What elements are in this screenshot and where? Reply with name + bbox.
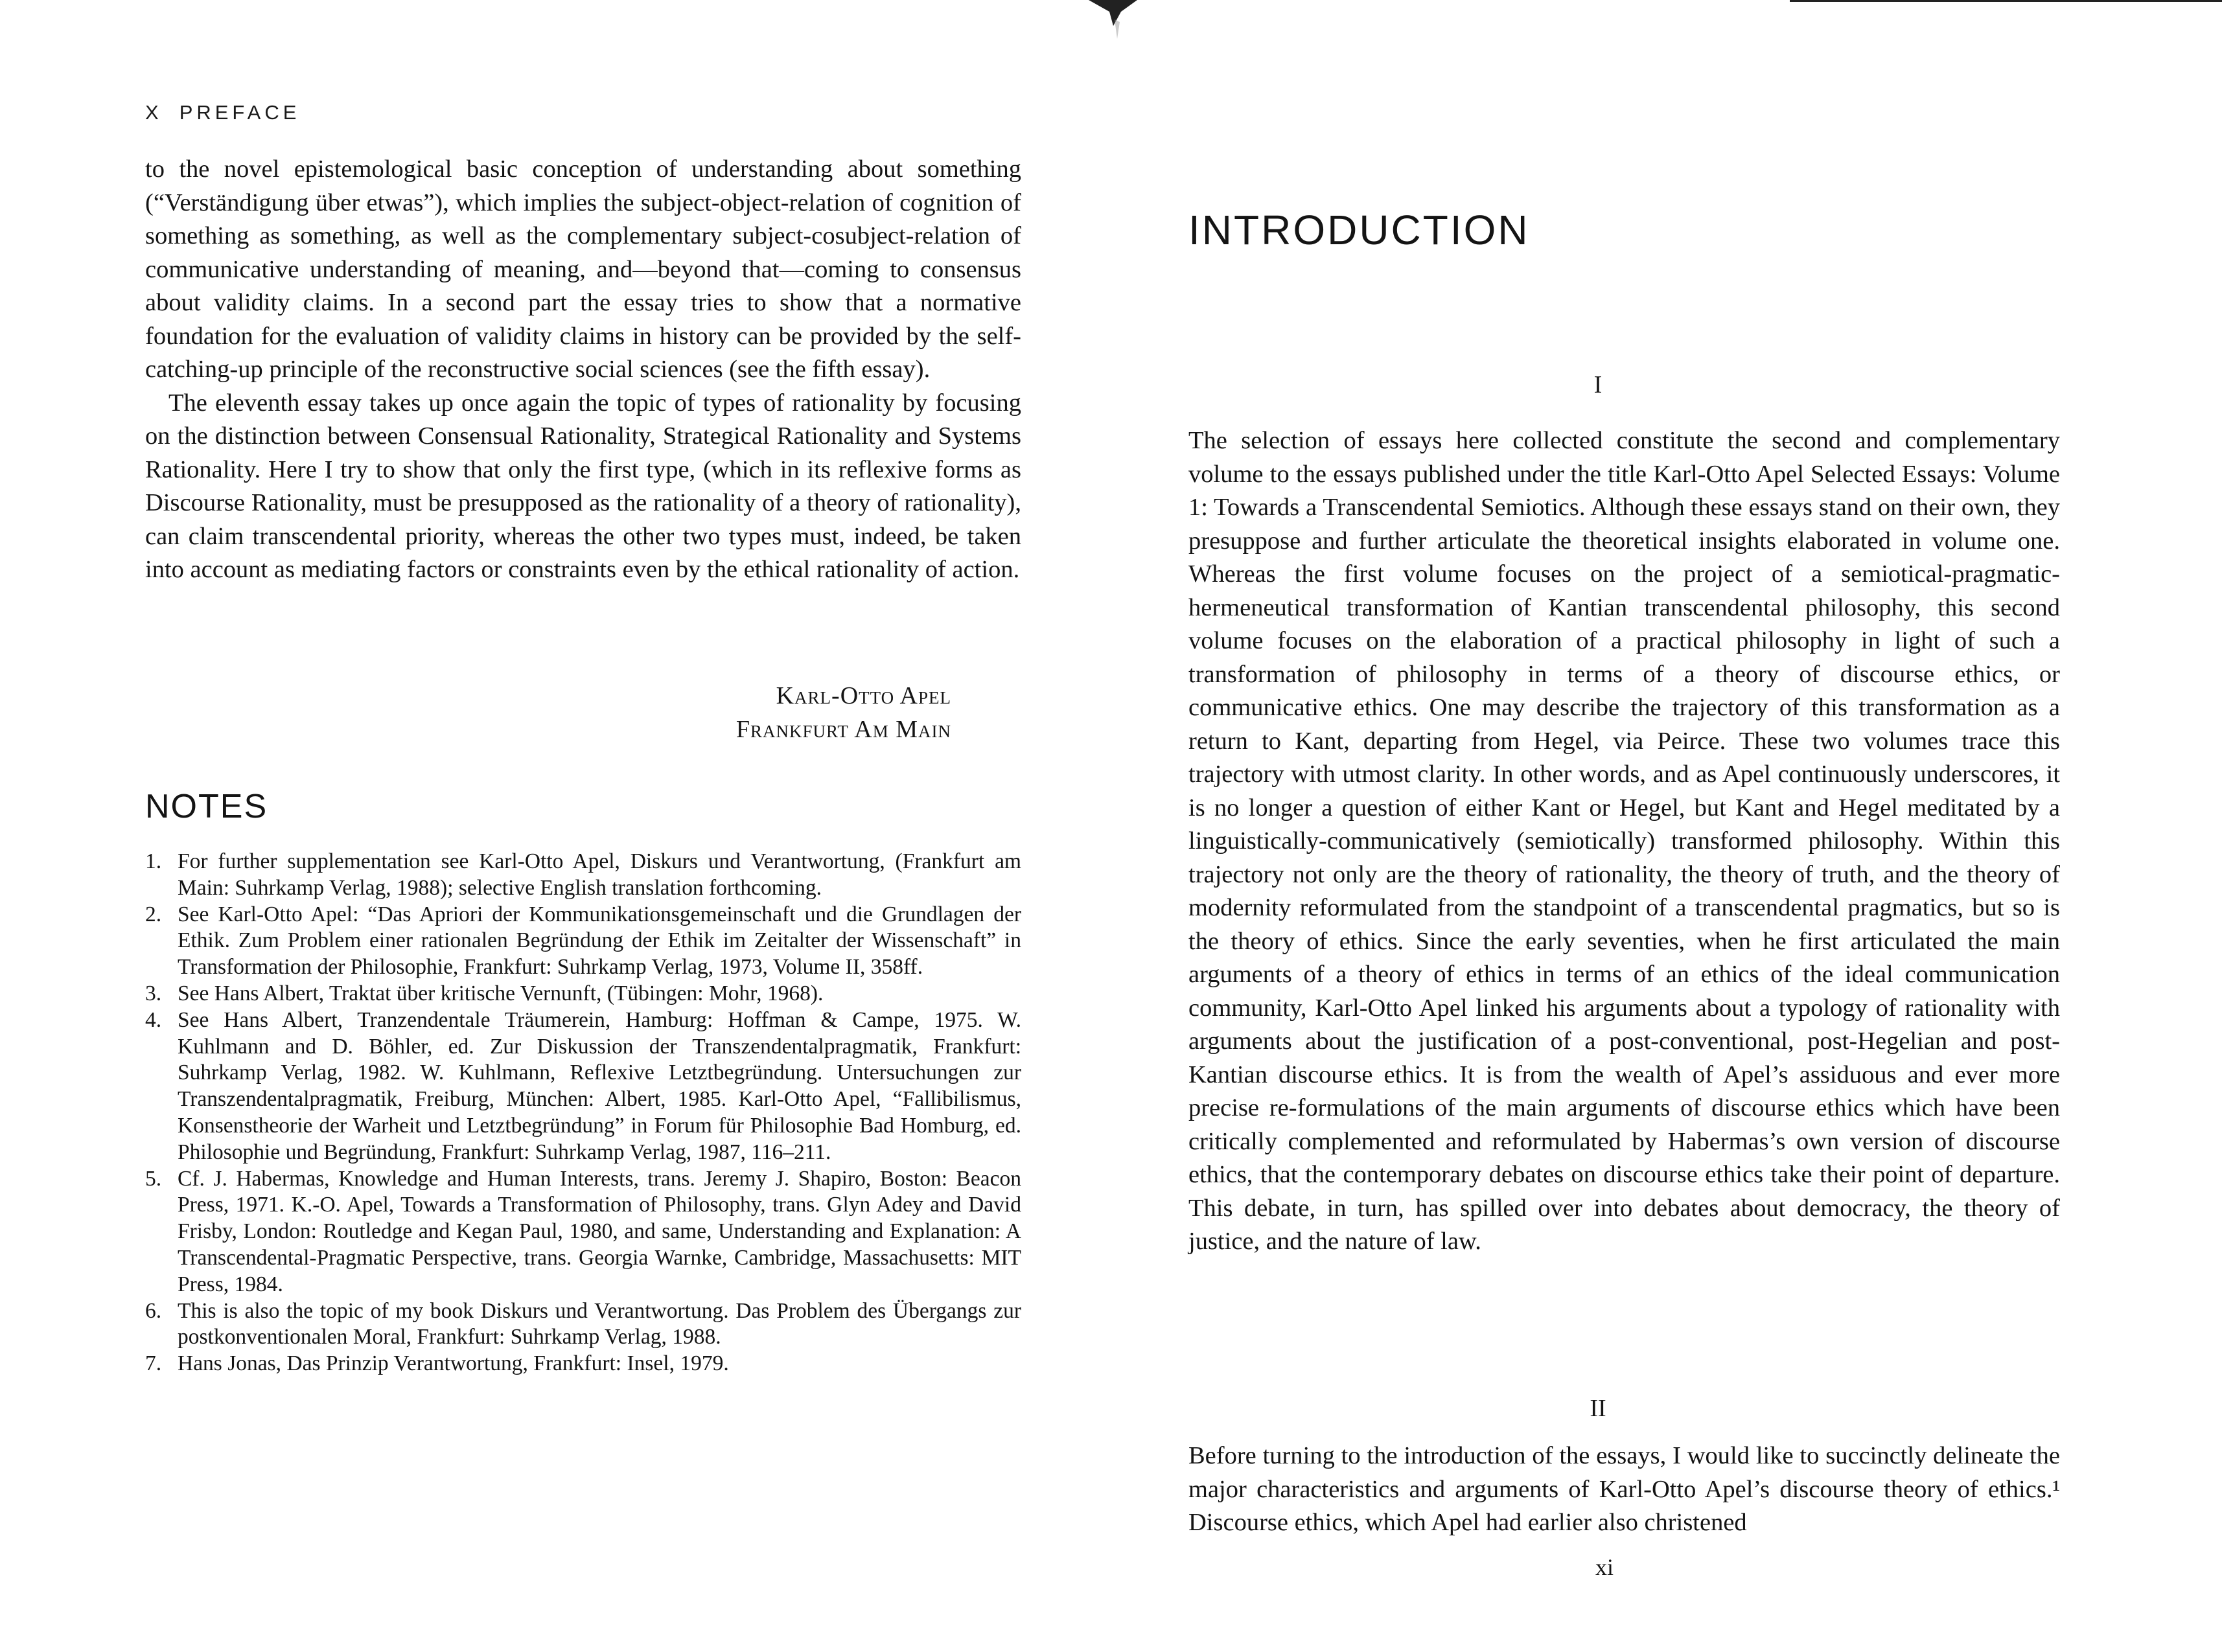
note-number: 6. bbox=[145, 1298, 162, 1323]
notes-list bbox=[145, 849, 1021, 1377]
page-number: xi bbox=[1595, 1554, 1614, 1580]
note-item bbox=[145, 1007, 1021, 1166]
intro-section-2 bbox=[1188, 1440, 2060, 1540]
note-item bbox=[145, 1298, 1021, 1351]
note-number: 4. bbox=[145, 1007, 162, 1032]
note-number: 1. bbox=[145, 849, 162, 873]
signature-name: Karl-Otto Apel bbox=[776, 682, 951, 709]
note-item bbox=[145, 981, 1021, 1007]
intro-paragraph: The selection of essays here collected constitute the second and complementary volume to the essays published under the title Karl-Otto Apel Selected Essays: Volume 1: Towards a Transcendental Semiotics. Although these essays stand on their own, they presuppose and further articulate the theoretical insights elaborated in volume one. Whereas the first volume focuses on the project of a semiotical-pragmatic-hermeneutical transformation of Kantian transcendental philosophy, this second volume focuses on the elaboration of a practical philosophy in light of such a transformation of philosophy in terms of a theory of discourse ethics, or communicative ethics. One may describe the trajectory of this transformation as a return to Kant, departing from Hegel, via Peirce. These two volumes trace this trajectory with utmost clarity. In other words, and as Apel continuously underscores, it is no longer a question of either Kant or Hegel, but Kant and Hegel meditated by a linguistically-communicatively (semiotically) transformed philosophy. Within this trajectory not only are the theory of rationality, the theory of truth, and the theory of modernity reformulated from the standpoint of a transcendental pragmatics, but so is the theory of ethics. Since the early seventies, when he first articulated the main arguments of a theory of ethics in terms of an ethics of the ideal communication community, Karl-Otto Apel linked his arguments about a typology of rationality with arguments about the justification of a post-conventional, post-Hegelian and post-Kantian discourse ethics. It is from the wealth of Apel’s assiduous and ever more precise re-formulations of the main arguments of discourse ethics which have been critically complemented and reformulated by Habermas’s own version of discourse ethics, that the contemporary debates on discourse ethics take their point of departure. This debate, in turn, has spilled over into debates about democracy, the theory of justice, and the nature of law. bbox=[1188, 427, 2060, 1255]
section-numeral: II bbox=[1590, 1395, 1606, 1422]
note-text: For further supplementation see Karl-Otto Apel, Diskurs und Verantwortung, (Frankfurt am Main: Suhrkamp Verlag, 1988); selective English translation forthcoming. bbox=[178, 849, 1021, 900]
intro-paragraph: Before turning to the introduction of the essays, I would like to succinctly delineate the major characteristics and arguments of Karl-Otto Apel’s discourse theory of ethics.¹ Discourse ethics, which Apel had earlier also christened bbox=[1188, 1442, 2060, 1536]
page-folio: X bbox=[145, 101, 163, 124]
note-text: Hans Jonas, Das Prinzip Verantwortung, Frankfurt: Insel, 1979. bbox=[178, 1351, 729, 1376]
note-number: 2. bbox=[145, 902, 162, 926]
section-numeral: I bbox=[1593, 371, 1603, 398]
note-text: This is also the topic of my book Diskurs und Verantwortung. Das Problem des Übergangs zur postkonventionalen Moral, Frankfurt: Suhrkamp Verlag, 1988. bbox=[178, 1298, 1021, 1349]
note-number: 7. bbox=[145, 1351, 162, 1376]
note-text: Cf. J. Habermas, Knowledge and Human Interests, trans. Jeremy J. Shapiro, Boston: Beacon Press, 1971. K.-O. Apel, Towards a Transformation of Philosophy, trans. Glyn Adey and David Frisby, London: Routledge and Kegan Paul, 1980, and same, Understanding and Explanation: A Transcendental-Pragmatic Perspective, trans. Georgia Warnke, Cambridge, Massachusetts: MIT Press, 1984. bbox=[178, 1166, 1021, 1296]
signature-place: Frankfurt Am Main bbox=[735, 716, 951, 743]
note-text: See Hans Albert, Tranzendentale Träumerein, Hamburg: Hoffman & Campe, 1975. W. Kuhlmann and D. Böhler, ed. Zur Diskussion der Transzendentalpragmatik, Frankfurt: Suhrkamp Verlag, 1982. W. Kuhlmann, Reflexive Letztbegründung. Untersuchungen zur Transzendentalpragmatik, Freiburg, München: Albert, 1985. Karl-Otto Apel, “Fallibilismus, Konsenstheorie der Warheit und Letztbegründung” in Forum für Philosophie Bad Homburg, ed. Philosophie und Begründung, Frankfurt: Suhrkamp Verlag, 1987, 116–211. bbox=[178, 1007, 1021, 1164]
note-item bbox=[145, 849, 1021, 902]
note-item bbox=[145, 1166, 1021, 1298]
preface-paragraph: The eleventh essay takes up once again the topic of types of rationality by focusing on the distinction between Consensual Rationality, Strategical Rationality and Systems Rationality. Here I try to show that only the first type, (which in its reflexive forms as Discourse Rationality, must be presupposed as the rationality of a theory of rationality), can claim transcendental priority, whereas the other two types must, indeed, be taken into account as mediating factors or constraints even by the ethical rationality of action. bbox=[145, 389, 1021, 583]
note-text: See Hans Albert, Traktat über kritische Vernunft, (Tübingen: Mohr, 1968). bbox=[178, 981, 824, 1005]
signature bbox=[736, 679, 951, 746]
note-number: 5. bbox=[145, 1166, 162, 1191]
right-page bbox=[1111, 0, 2222, 1652]
intro-section-1 bbox=[1188, 424, 2060, 1259]
notes-heading: NOTES bbox=[145, 788, 268, 825]
running-head-title: PREFACE bbox=[179, 101, 301, 124]
preface-body bbox=[145, 153, 1021, 587]
running-head bbox=[145, 101, 317, 124]
note-item bbox=[145, 1351, 1021, 1377]
page-title: INTRODUCTION bbox=[1188, 207, 1530, 253]
note-item bbox=[145, 902, 1021, 981]
preface-paragraph: to the novel epistemological basic conception of understanding about something (“Verständigung über etwas”), which implies the subject-object-relation of cognition of something as something, as well as the complementary subject-cosubject-relation of communicative understanding of meaning, and—beyond that—coming to consensus about validity claims. In a second part the essay tries to show that a normative foundation for the evaluation of validity claims in history can be provided by the self-catching-up principle of the reconstructive social sciences (see the fifth essay). bbox=[145, 155, 1021, 383]
note-text: See Karl-Otto Apel: “Das Apriori der Kommunikationsgemeinschaft und die Grundlagen der Ethik. Zum Problem einer rationalen Begründung der Ethik im Zeitalter der Wissenschaft” in Transformation der Philosophie, Frankfurt: Suhrkamp Verlag, 1973, Volume II, 358ff. bbox=[178, 902, 1021, 980]
note-number: 3. bbox=[145, 981, 162, 1005]
